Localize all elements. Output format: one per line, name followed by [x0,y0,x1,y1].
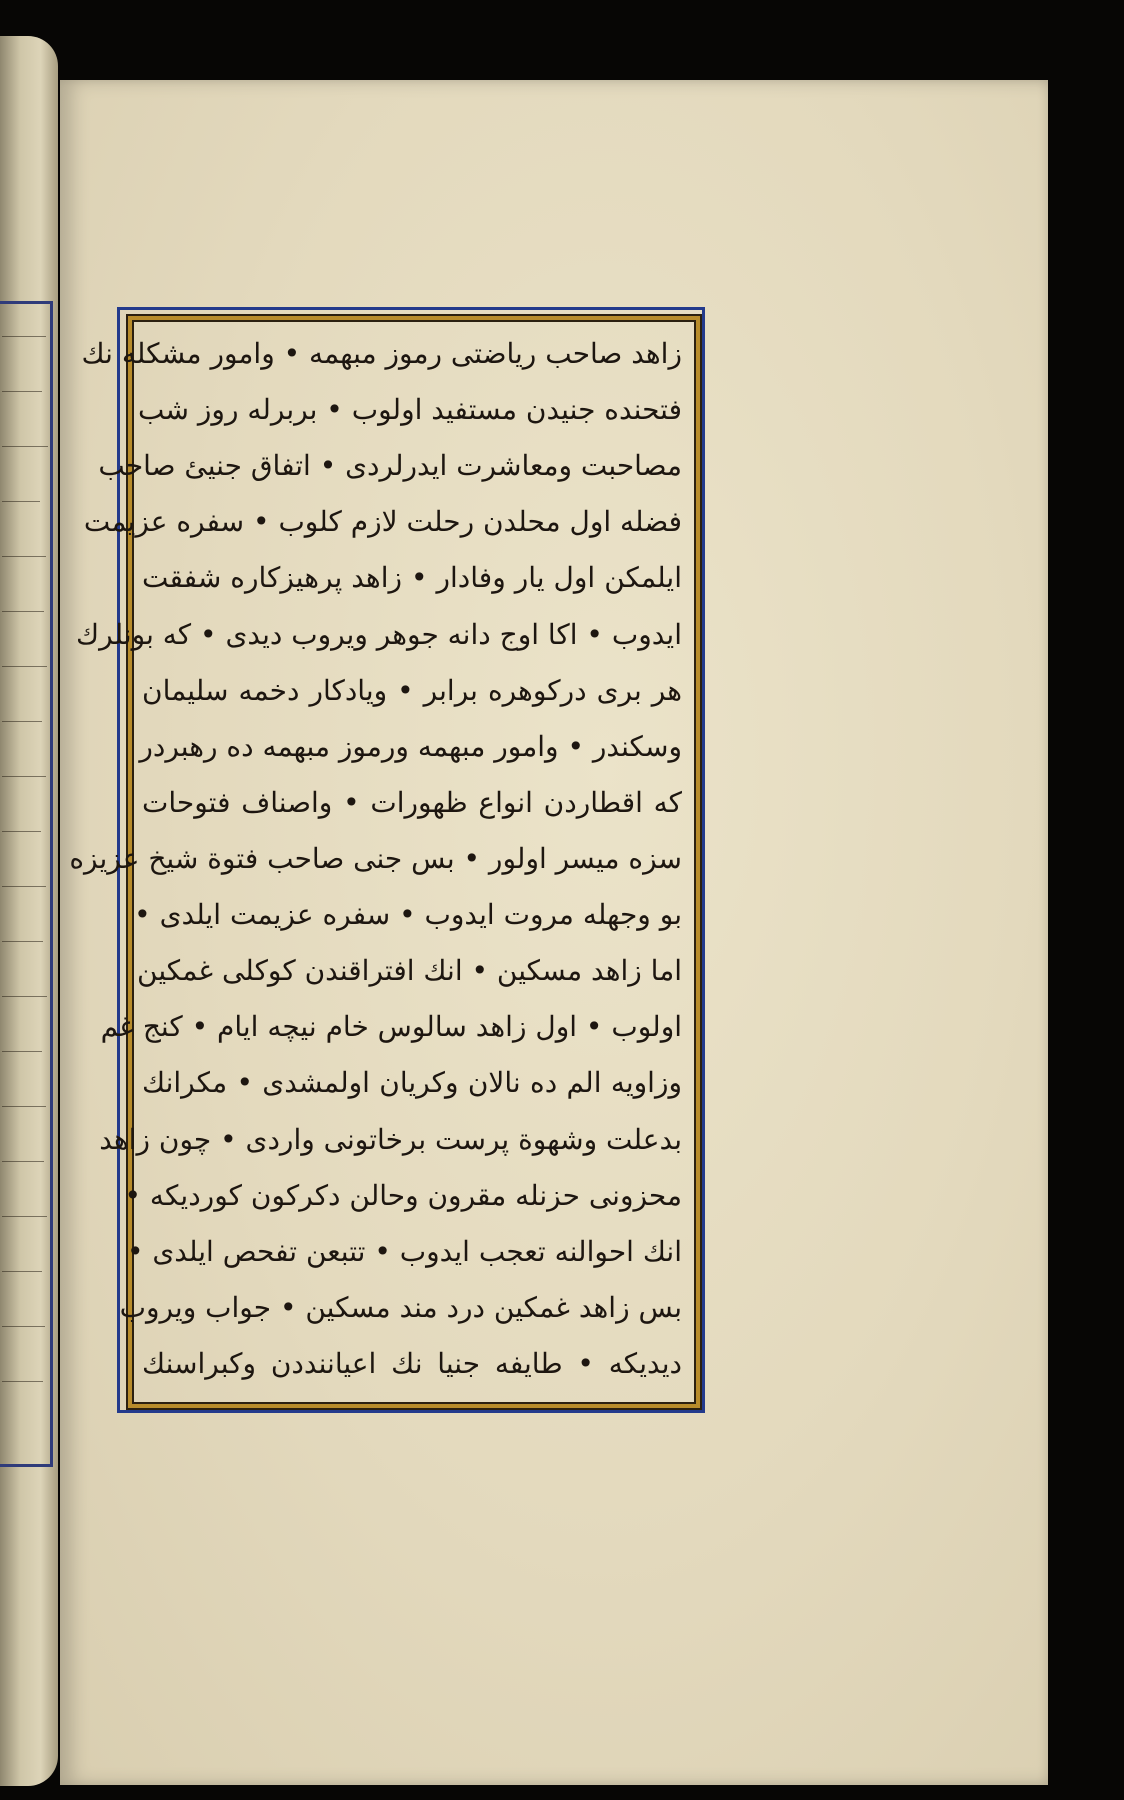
text-line: ایدوب • اکا اوج دانه جوهر ویروب دیدی • که بونلرك [76,617,682,651]
facing-page-text-trace [2,666,47,667]
facing-page-text-trace [2,1161,44,1162]
facing-page-text-trace [2,996,47,997]
facing-page-text-trace [2,721,42,722]
facing-page-text-trace [2,446,48,447]
text-line: اما زاهد مسکین • انك افتراقندن کوکلی غمکین [137,954,682,988]
facing-page-text-trace [2,1106,46,1107]
facing-page-text-trace [2,776,46,777]
facing-page-text-trace [2,556,46,557]
facing-page-text-trace [2,1381,43,1382]
facing-page-text-trace [2,391,42,392]
facing-page-text-trace [2,501,40,502]
facing-page-text-trace [2,831,41,832]
text-line: دیدیکه • طایفه جنیا نك اعیاننددن وکبراسنك [142,1346,682,1380]
facing-page-text-trace [2,1216,47,1217]
text-line: که اقطاردن انواع ظهورات • واصناف فتوحات [142,785,682,819]
facing-page-text-trace [2,1326,45,1327]
text-line: بدعلت وشهوة پرست برخاتونی واردی • چون زاهد [99,1122,682,1156]
text-line: فتحنده جنیدن مستفید اولوب • بربرله روز شب [138,393,682,427]
text-line: وسکندر • وامور مبهمه ورموز مبهمه ده رهبردر [139,729,682,763]
text-line: انك احوالنه تعجب ایدوب • تتبعن تفحص ایلدی • [126,1234,682,1268]
text-block [69,330,682,1388]
text-line: اولوب • اول زاهد سالوس خام نیچه ایام • کنج غم [100,1010,682,1044]
facing-page-text-trace [2,886,46,887]
text-line: فضله اول محلدن رحلت لازم کلوب • سفره عزیمت [83,505,682,539]
text-line: ایلمکن اول یار وفادار • زاهد پرهیزکاره شفقت [142,561,682,595]
facing-page-text-trace [2,1271,42,1272]
facing-page-text-trace [2,611,44,612]
text-line: هر بری درکوهره برابر • ویادکار دخمه سلیمان [142,673,682,707]
facing-page-border [0,301,53,1467]
facing-page-text-trace [2,1051,42,1052]
text-line: وزاویه الم ده نالان وکریان اولمشدی • مکرانك [142,1066,682,1100]
text-line: مصاحبت ومعاشرت ایدرلردی • اتفاق جنیئ صاحب [98,449,682,483]
text-line: بس زاهد غمکین درد مند مسکین • جواب ویروب [119,1290,682,1324]
facing-page-text-trace [2,941,43,942]
text-line: زاهد صاحب ریاضتی رموز مبهمه • وامور مشکله نك [81,337,682,370]
text-line: سزه میسر اولور • بس جنی صاحب فتوة شیخ عزیزه [69,841,682,875]
text-line: محزونی حزنله مقرون وحالن دکرکون کوردیکه • [124,1178,682,1212]
facing-page-text-trace [2,336,46,337]
facing-page-edge [0,36,58,1786]
text-line: بو وجهله مروت ایدوب • سفره عزیمت ایلدی • [134,898,682,932]
